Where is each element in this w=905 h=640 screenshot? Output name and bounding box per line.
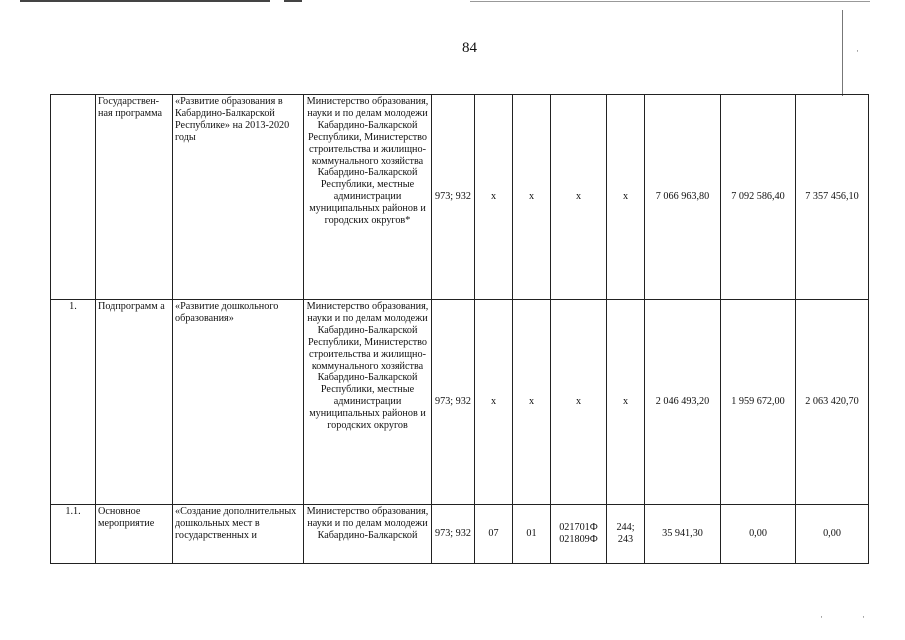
row-number: 1.1.: [51, 505, 96, 564]
row-name: «Создание дополнительных дошкольных мест в государственных и: [173, 505, 304, 564]
row-status: Основное мероприятие: [96, 505, 173, 564]
row-csr: x: [551, 300, 607, 505]
table-row: [51, 95, 869, 300]
row-csr: x: [551, 95, 607, 300]
row-rz: 07: [475, 505, 513, 564]
row-name: «Развитие дошкольного образования»: [173, 300, 304, 505]
row-amount-year-2: 7 092 586,40: [721, 95, 796, 300]
page-number: 84: [462, 40, 477, 56]
row-status: Подпрограмм а: [96, 300, 173, 505]
table-row: [51, 505, 869, 564]
row-status: Государствен-ная программа: [96, 95, 173, 300]
row-grbs: 973; 932: [432, 505, 475, 564]
table-row: [51, 300, 869, 505]
scan-speck: ·: [862, 612, 865, 622]
scan-speck: ·: [820, 612, 823, 622]
row-amount-year-3: 7 357 456,10: [796, 95, 869, 300]
row-pr: 01: [513, 505, 551, 564]
row-grbs: 973; 932: [432, 300, 475, 505]
row-rz: x: [475, 95, 513, 300]
row-amount-year-1: 2 046 493,20: [645, 300, 721, 505]
row-name: «Развитие образования в Кабардино-Балкарской Республике» на 2013-2020 годы: [173, 95, 304, 300]
row-vr: 244; 243: [607, 505, 645, 564]
row-pr: x: [513, 300, 551, 505]
row-pr: x: [513, 95, 551, 300]
scan-speck: ·: [856, 46, 859, 56]
row-amount-year-1: 35 941,30: [645, 505, 721, 564]
row-executor: Министерство образования, науки и по делам молодежи Кабардино-Балкарской Республики, Министерство строительства и жилищно-коммунального хозяйства Кабардино-Балкарской Республики, местные администрации муниципальных районов и городских округов: [304, 300, 432, 505]
row-number: 1.: [51, 300, 96, 505]
row-amount-year-3: 0,00: [796, 505, 869, 564]
row-amount-year-2: 1 959 672,00: [721, 300, 796, 505]
row-number: [51, 95, 96, 300]
row-amount-year-1: 7 066 963,80: [645, 95, 721, 300]
row-amount-year-2: 0,00: [721, 505, 796, 564]
scan-artifact-line: [842, 10, 843, 96]
row-rz: x: [475, 300, 513, 505]
top-border-fragments: [0, 0, 905, 3]
row-grbs: 973; 932: [432, 95, 475, 300]
budget-table: [50, 94, 869, 564]
row-vr: x: [607, 300, 645, 505]
row-executor: Министерство образования, науки и по делам молодежи Кабардино-Балкарской: [304, 505, 432, 564]
row-executor: Министерство образования, науки и по делам молодежи Кабардино-Балкарской Республики, Министерство строительства и жилищно-коммунального хозяйства Кабардино-Балкарской Республики, местные администрации муниципальных районов и городских округов*: [304, 95, 432, 300]
row-vr: x: [607, 95, 645, 300]
row-csr: 021701Ф 021809Ф: [551, 505, 607, 564]
row-amount-year-3: 2 063 420,70: [796, 300, 869, 505]
